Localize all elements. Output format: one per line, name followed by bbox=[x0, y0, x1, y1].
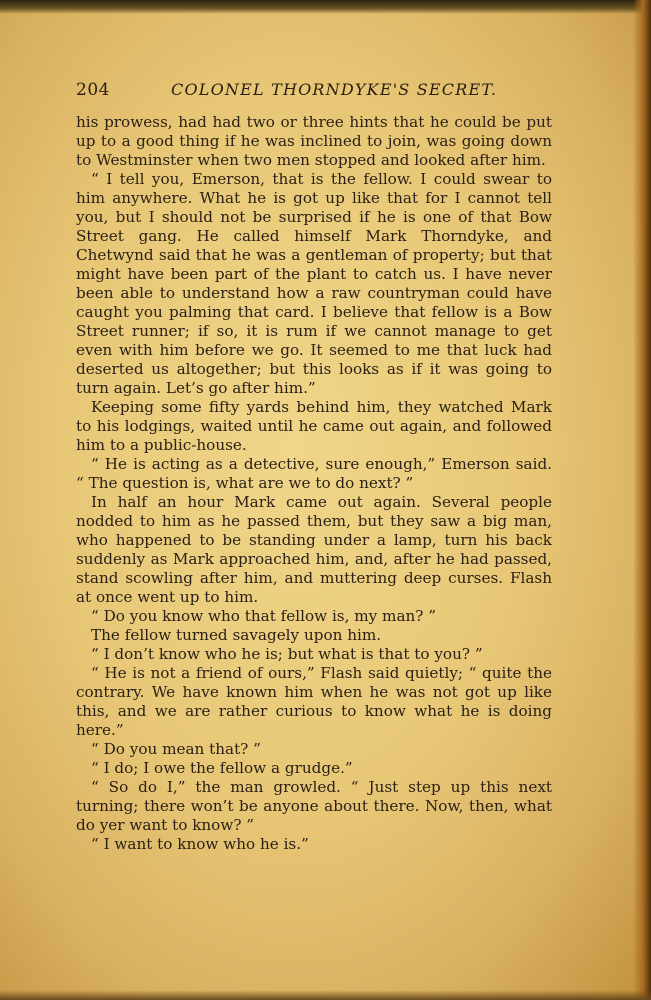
page-bottom-edge bbox=[0, 990, 651, 1000]
running-title: COLONEL THORNDYKE'S SECRET. bbox=[171, 80, 498, 99]
paragraph: “ I want to know who he is.” bbox=[91, 835, 309, 853]
page-number: 204 bbox=[76, 80, 110, 100]
paragraph: In half an hour Mark came out again. Several people nodded to him as he passed them, but they saw a big man, who happened to be standing under a lamp, turn his back suddenly as Mark approached him, and, after he had passed, stand scowling after him, and muttering deep curses. Flash at once went up to him. bbox=[76, 493, 552, 606]
paragraph-continuation: his prowess, had had two or three hints that he could be put up to a good thing if he was inclined to join, was going down to Westminster when two men stopped and looked after him. bbox=[76, 113, 552, 169]
paragraph: Keeping some fifty yards behind him, they watched Mark to his lodgings, waited until he came out again, and followed him to a public-house. bbox=[76, 398, 552, 454]
page-top-shadow bbox=[0, 0, 651, 14]
paragraph: “ So do I,” the man growled. “ Just step up this next turning; there won’t be anyone about there. Now, then, what do yer want to know? ” bbox=[76, 778, 552, 834]
paragraph: “ He is not a friend of ours,” Flash said quietly; “ quite the contrary. We have known him when he was not got up like this, and we are rather curious to know what he is doing here.” bbox=[76, 664, 552, 739]
paragraph: “ I do; I owe the fellow a grudge.” bbox=[91, 759, 353, 777]
body-text bbox=[76, 113, 552, 854]
running-header bbox=[76, 80, 554, 102]
paragraph: The fellow turned savagely upon him. bbox=[91, 626, 382, 644]
paragraph: “ He is acting as a detective, sure enough,” Emerson said. “ The question is, what are we to do next? ” bbox=[76, 455, 552, 492]
page-right-edge bbox=[633, 0, 651, 1000]
paragraph: “ Do you mean that? ” bbox=[91, 740, 261, 758]
paragraph: “ I don’t know who he is; but what is that to you? ” bbox=[91, 645, 483, 663]
paragraph: “ I tell you, Emerson, that is the fellow. I could swear to him anywhere. What he is got up like that for I cannot tell you, but I should not be surprised if he is one of that Bow Street gang. He called himself Mark Thorndyke, and Chetwynd said that he was a gentleman of property; but that might have been part of the plant to catch us. I have never been able to understand how a raw countryman could have caught you palming that card. I believe that fellow is a Bow Street runner; if so, it is rum if we cannot manage to get even with him before we go. It seemed to me that luck had deserted us altogether; but this looks as if it was going to turn again. Let’s go after him.” bbox=[76, 170, 552, 397]
paragraph: “ Do you know who that fellow is, my man? ” bbox=[91, 607, 437, 625]
